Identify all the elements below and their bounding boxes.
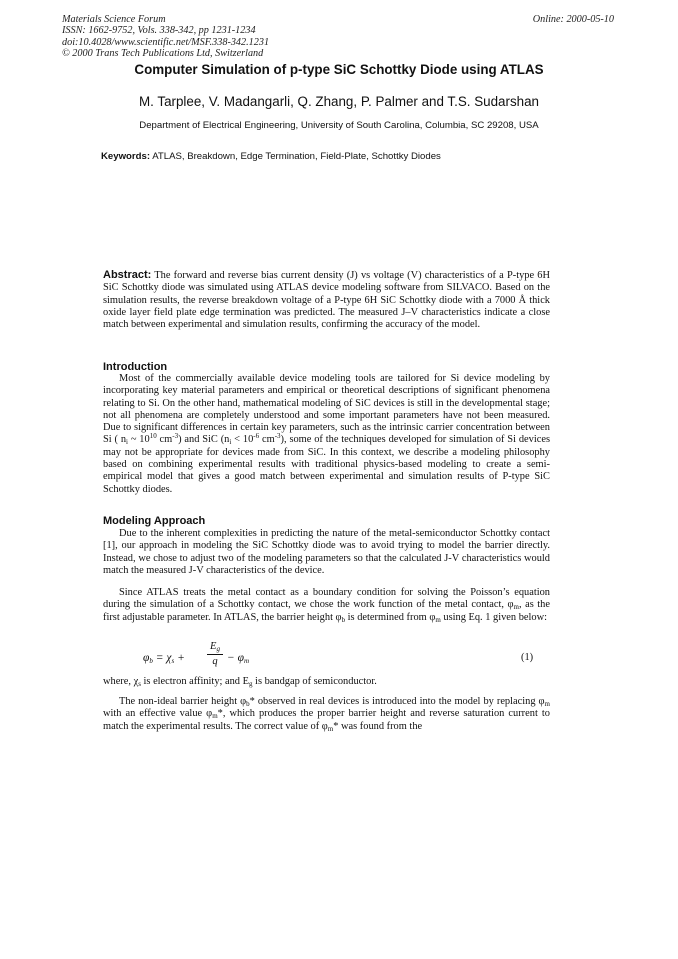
abstract-label: Abstract: (103, 269, 152, 281)
introduction-heading: Introduction (103, 361, 168, 373)
issn-line: ISSN: 1662-9752, Vols. 338-342, pp 1231-1234 (62, 25, 256, 37)
modeling-paragraph-2: Since ATLAS treats the metal contact as a boundary condition for solving the Poisson’s equation during the simulation of a Schottky contact, we chose the work function of the metal contact, $\varphi_m$, as the first adjustable parameter. In ATLAS, the barrier height $\varphi_b$ is determined from $\varphi_m$ using Eq. 1 given below: (103, 587, 550, 624)
equation-rhs: − $\varphi_m$ (227, 652, 250, 665)
keywords-label: Keywords: (101, 151, 151, 162)
author-list: M. Tarplee, V. Madangarli, Q. Zhang, P. Palmer and T.S. Sudarshan (139, 94, 539, 109)
equation-number: (1) (521, 652, 534, 663)
fraction-bar (207, 654, 223, 655)
equation-lhs: $\varphi_b = \chi_s$ + (143, 652, 185, 665)
keywords-text: ATLAS, Breakdown, Edge Termination, Field-Plate, Schottky Diodes (152, 151, 441, 162)
online-date: Online: 2000-05-10 (532, 14, 614, 25)
equation-1 (143, 641, 433, 677)
doi-line[interactable]: doi:10.4028/www.scientific.net/MSF.338-342.1231 (62, 36, 270, 48)
equation-fraction: $E_g$ q (207, 641, 223, 668)
introduction-paragraph: Most of the commercially available device modeling tools are tailored for Si device modeling by incorporating key material parameters and empirical or theoretical descriptions of significant phenomena relating to Si. On the other hand, mathematical modeling of SiC devices is still in the developmental stage; not all phenomena are completely understood and some important parameters have not been measured. Due to significant differences in certain key parameters, such as the intrinsic carrier concentration between Si ( $n_i$ ~ $10^{10}$ $cm^{-3}$) and SiC ($n_i < 10^{-6}$ $cm^{-3}$), some of the techniques developed for simulation of Si devices may not be appropriate for devices made from SiC. In this context, we describe a modeling philosophy based on combining experimental results with traditional physics-based modeling to create a semi-empirical model that gives a good match between experimental and simulation results of P-type SiC Schottky diodes. (103, 373, 550, 495)
abstract-text: The forward and reverse bias current density (J) vs voltage (V) characteristics of a P-type 6H SiC Schottky diode was simulated using ATLAS device modeling software from SILVACO. Based on the simulation results, the reverse breakdown voltage of a P-type 6H SiC Schottky diode with a 7000 Å thick oxide layer field plate edge termination was predicted. The measured J–V characteristics indicate a close match between experimental and simulation results, confirming the accuracy of the model. (103, 270, 550, 331)
abstract (103, 269, 550, 331)
journal-name: Materials Science Forum (62, 14, 166, 25)
journal-header (62, 14, 269, 60)
keywords-line (101, 151, 441, 162)
copyright-line: © 2000 Trans Tech Publications Ltd, Switzerland (62, 48, 264, 60)
modeling-paragraph-3: The non-ideal barrier height $\varphi_b*$ observed in real devices is introduced into the model by replacing $\varphi_m$ with an effective value $\varphi_m*$, which produces the proper barrier height and reverse saturation current to match the experimental results. The correct value of $\varphi_m*$ was found from the (103, 696, 550, 733)
affiliation: Department of Electrical Engineering, University of South Carolina, Columbia, SC 29208, USA (139, 120, 539, 131)
modeling-paragraph-1: Due to the inherent complexities in predicting the nature of the metal-semiconductor Schottky contact [1], our approach in modeling the SiC Schottky diode was to avoid trying to model the barrier directly. Instead, we chose to adjust two of the modeling parameters so that the calculated J-V characteristics would match the measured J-V characteristics of the device. (103, 528, 550, 576)
equation-where-clause: where, $\chi_s$ is electron affinity; and $E_g$ is bandgap of semiconductor. (103, 676, 377, 688)
modeling-approach-heading: Modeling Approach (103, 515, 206, 527)
paper-title: Computer Simulation of p-type SiC Schottky Diode using ATLAS (134, 62, 544, 77)
